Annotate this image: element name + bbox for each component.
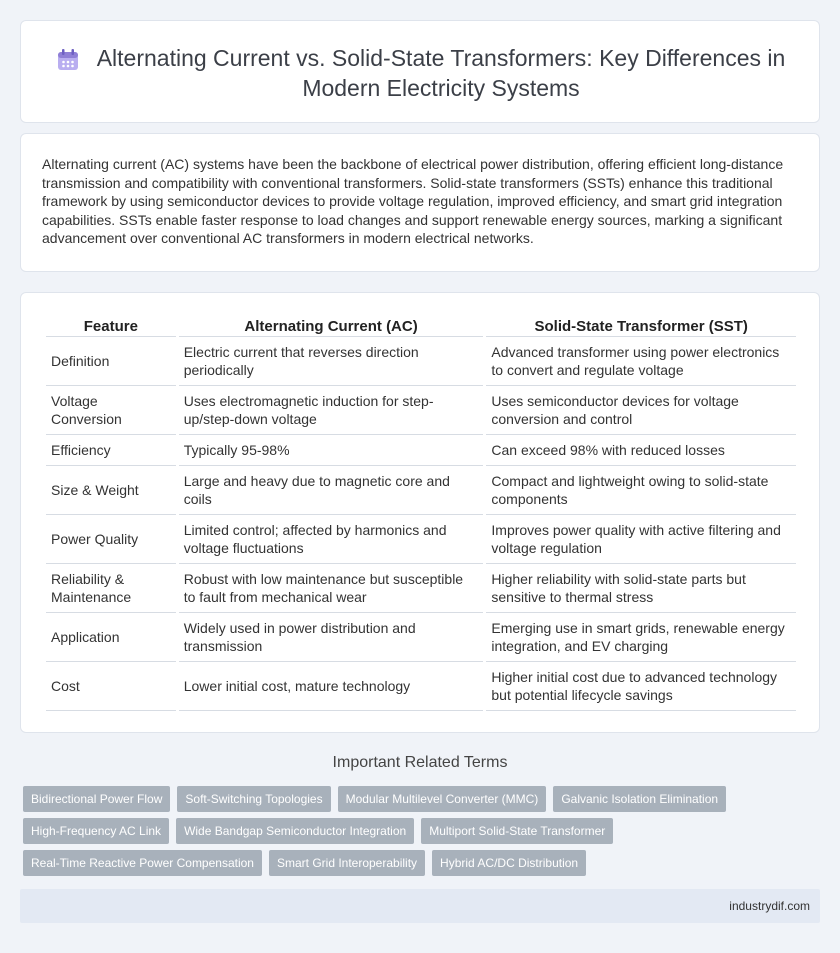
related-term-tag[interactable]: High-Frequency AC Link [23, 818, 169, 844]
page-title: Alternating Current vs. Solid-State Transformers: Key Differences in Modern Electricity Systems [96, 44, 786, 101]
feature-cell: Voltage Conversion [46, 386, 176, 435]
column-header-sst: Solid-State Transformer (SST) [486, 315, 796, 337]
ac-cell: Typically 95-98% [179, 435, 484, 466]
sst-cell: Improves power quality with active filtering and voltage regulation [486, 515, 796, 564]
table-row [46, 386, 796, 435]
related-term-tag[interactable]: Hybrid AC/DC Distribution [432, 850, 586, 876]
feature-cell: Power Quality [46, 515, 176, 564]
sst-cell: Emerging use in smart grids, renewable energy integration, and EV charging [486, 613, 796, 662]
footer-site-link[interactable]: industrydif.com [729, 899, 810, 913]
feature-cell: Application [46, 613, 176, 662]
intro-card [20, 133, 820, 272]
footer [20, 889, 820, 923]
feature-cell: Efficiency [46, 435, 176, 466]
sst-cell: Higher initial cost due to advanced technology but potential lifecycle savings [486, 662, 796, 711]
table-row [46, 613, 796, 662]
comparison-table-card [20, 292, 820, 733]
table-header-row [46, 315, 796, 337]
tag-row [23, 818, 813, 844]
related-term-tag[interactable]: Soft-Switching Topologies [177, 786, 330, 812]
sst-cell: Uses semiconductor devices for voltage conversion and control [486, 386, 796, 435]
table-row [46, 435, 796, 466]
ac-cell: Uses electromagnetic induction for step-up/step-down voltage [179, 386, 484, 435]
related-term-tag[interactable]: Bidirectional Power Flow [23, 786, 170, 812]
table-row [46, 337, 796, 386]
related-term-tag[interactable]: Smart Grid Interoperability [269, 850, 425, 876]
tag-row [23, 786, 813, 812]
related-term-tag[interactable]: Multiport Solid-State Transformer [421, 818, 613, 844]
ac-cell: Widely used in power distribution and transmission [179, 613, 484, 662]
ac-cell: Limited control; affected by harmonics and voltage fluctuations [179, 515, 484, 564]
sst-cell: Higher reliability with solid-state parts but sensitive to thermal stress [486, 564, 796, 613]
table-row [46, 662, 796, 711]
ac-cell: Electric current that reverses direction periodically [179, 337, 484, 386]
related-term-tag[interactable]: Galvanic Isolation Elimination [553, 786, 726, 812]
ac-cell: Lower initial cost, mature technology [179, 662, 484, 711]
related-terms-title: Important Related Terms [332, 754, 508, 771]
header-card [20, 20, 820, 123]
related-terms-tags [23, 786, 813, 882]
intro-paragraph: Alternating current (AC) systems have been the backbone of electrical power distribution, offering efficient long-distance transmission and compatibility with conventional transformers. Solid-state transformers (SSTs) enhance this traditional framework by using semiconductor devices to provide voltage regulation, improved efficiency, and smart grid integration capabilities. SSTs enable faster response to load changes and support renewable energy sources, marking a significant advancement over conventional AC transformers in modern electrical networks. [42, 156, 784, 246]
related-term-tag[interactable]: Wide Bandgap Semiconductor Integration [176, 818, 414, 844]
ac-cell: Large and heavy due to magnetic core and coils [179, 466, 484, 515]
tag-row [23, 850, 813, 876]
feature-cell: Cost [46, 662, 176, 711]
sst-cell: Compact and lightweight owing to solid-state components [486, 466, 796, 515]
sst-cell: Advanced transformer using power electronics to convert and regulate voltage [486, 337, 796, 386]
table-row [46, 515, 796, 564]
related-term-tag[interactable]: Modular Multilevel Converter (MMC) [338, 786, 547, 812]
related-term-tag[interactable]: Real-Time Reactive Power Compensation [23, 850, 262, 876]
feature-cell: Definition [46, 337, 176, 386]
column-header-feature: Feature [46, 315, 176, 337]
column-header-ac: Alternating Current (AC) [179, 315, 484, 337]
sst-cell: Can exceed 98% with reduced losses [486, 435, 796, 466]
table-row [46, 466, 796, 515]
feature-cell: Size & Weight [46, 466, 176, 515]
ac-cell: Robust with low maintenance but susceptible to fault from mechanical wear [179, 564, 484, 613]
feature-cell: Reliability & Maintenance [46, 564, 176, 613]
comparison-table [43, 315, 799, 711]
table-row [46, 564, 796, 613]
